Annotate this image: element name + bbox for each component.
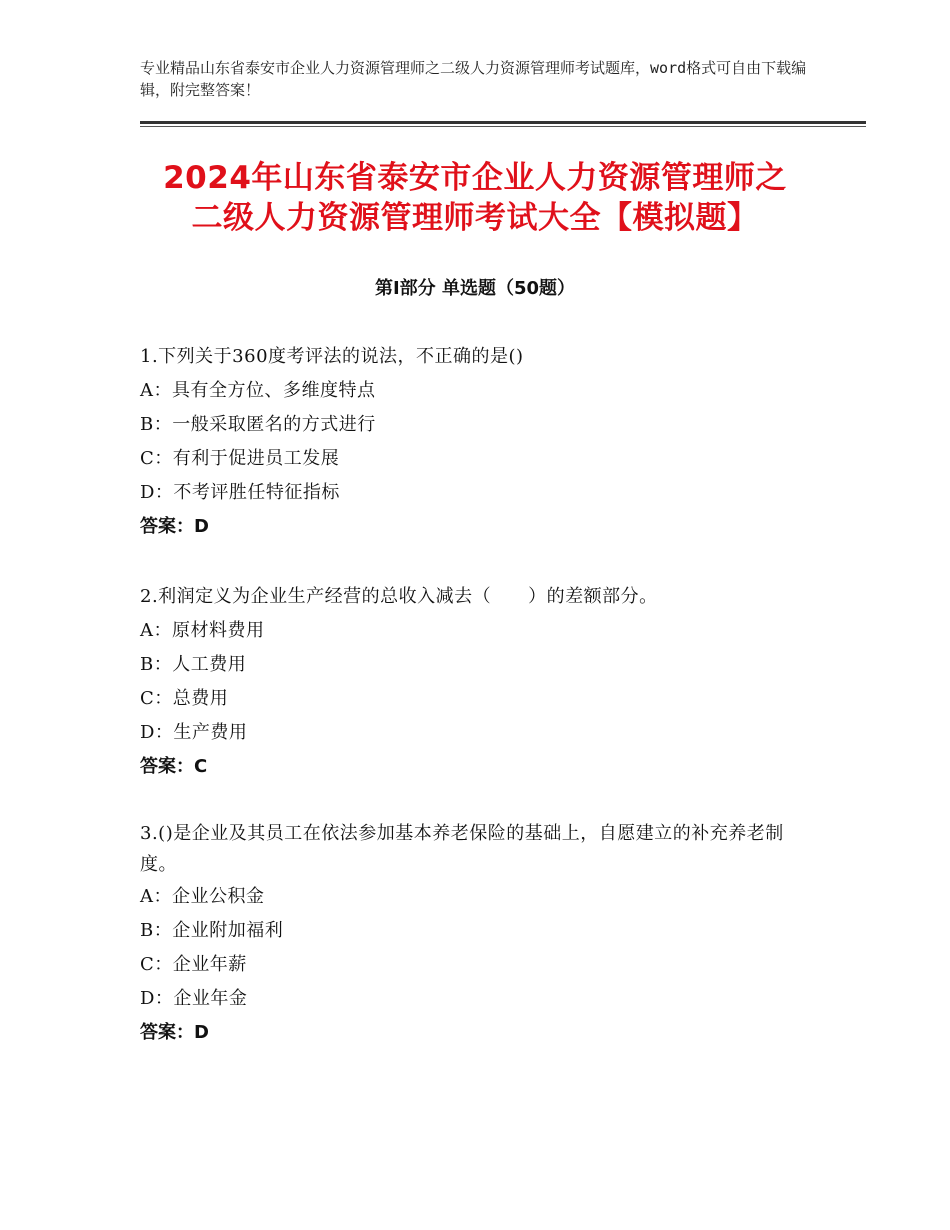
option-a: A：企业公积金: [140, 886, 265, 907]
option-b: B：企业附加福利: [140, 920, 284, 941]
option-a: A：具有全方位、多维度特点: [140, 380, 376, 401]
option-c: C：企业年薪: [140, 954, 247, 975]
option-c: C：有利于促进员工发展: [140, 448, 340, 469]
section-heading: 第Ⅰ部分 单选题（50题）: [374, 278, 575, 299]
header-divider-thin: [140, 126, 866, 127]
option-a: A：原材料费用: [140, 620, 265, 641]
title-line-1: 2024年山东省泰安市企业人力资源管理师之: [163, 160, 787, 196]
option-c: C：总费用: [140, 688, 229, 709]
option-b: B：一般采取匿名的方式进行: [140, 414, 376, 435]
option-d: D：不考评胜任特征指标: [140, 482, 340, 503]
option-b: B：人工费用: [140, 654, 247, 675]
answer: 答案：C: [140, 756, 208, 777]
question-1: [140, 340, 820, 544]
question-stem: 2.利润定义为企业生产经营的总收入减去（ ）的差额部分。: [140, 586, 658, 607]
question-2: [140, 580, 820, 784]
option-d: D：生产费用: [140, 722, 248, 743]
header-divider-thick: [140, 121, 866, 124]
question-3: [140, 818, 800, 1050]
question-stem: 3.()是企业及其员工在依法参加基本养老保险的基础上，自愿建立的补充养老制度。: [140, 823, 784, 875]
answer: 答案：D: [140, 516, 209, 537]
answer: 答案：D: [140, 1022, 209, 1043]
option-d: D：企业年金: [140, 988, 248, 1009]
header-note: 专业精品山东省泰安市企业人力资源管理师之二级人力资源管理师考试题库，word格式可自由下载编辑，附完整答案！: [140, 59, 807, 99]
document-title: [100, 158, 850, 238]
title-line-2: 二级人力资源管理师考试大全【模拟题】: [191, 200, 759, 236]
question-stem: 1.下列关于360度考评法的说法，不正确的是(): [140, 346, 524, 367]
